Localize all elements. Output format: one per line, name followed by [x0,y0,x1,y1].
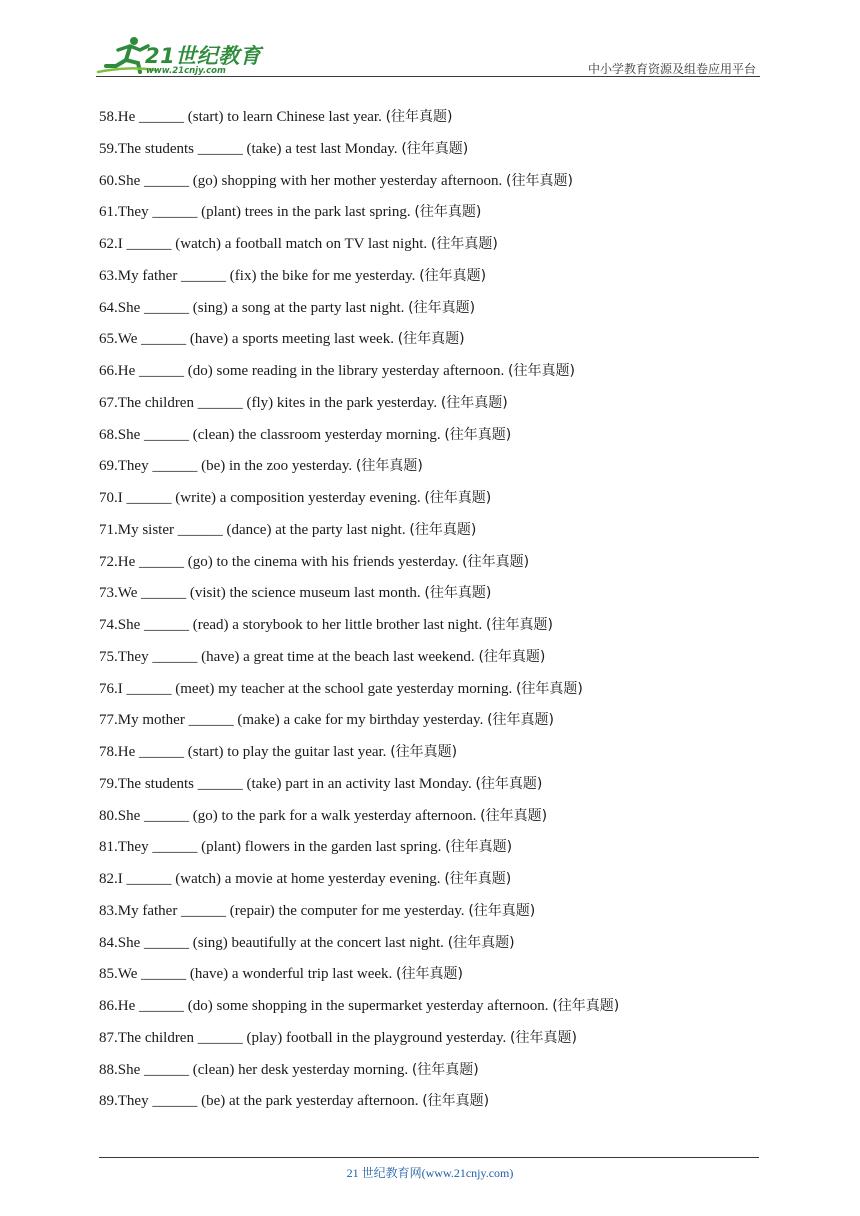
question-text: He ______ (start) to learn Chinese last year. [117,109,386,125]
question-source-tag: (往年真题) [478,648,546,665]
question-number: 68. [99,426,118,443]
question-item [99,1086,779,1118]
question-item [99,515,779,547]
question-item [99,832,779,864]
question-number: 69. [99,458,118,475]
question-number: 76. [99,680,118,697]
question-item [99,388,779,420]
question-text: She ______ (clean) her desk yesterday morning. [117,1061,412,1078]
question-number: 66. [99,363,118,379]
question-source-tag: (往年真题) [508,363,575,379]
question-number: 75. [99,648,118,665]
question-source-tag: (往年真题) [462,553,530,570]
question-number: 59. [99,140,118,157]
question-source-tag: (往年真题) [468,902,536,919]
question-item [99,356,779,388]
question-item [99,197,779,229]
question-text: My sister ______ (dance) at the party last night. [117,521,410,538]
question-item [99,1055,779,1087]
question-text: My father ______ (fix) the bike for me yesterday. [117,267,420,284]
question-number: 63. [99,267,118,284]
question-source-tag: (往年真题) [419,267,487,284]
question-text: They ______ (plant) flowers in the garden last spring. [117,839,446,856]
page-header [0,0,860,80]
question-item [99,705,779,737]
question-source-tag: (往年真题) [408,299,476,316]
question-source-tag: (往年真题) [486,617,553,633]
question-source-tag: (往年真题) [440,394,508,411]
question-source-tag: (往年真题) [385,109,453,125]
question-text: He ______ (start) to play the guitar last year. [117,744,391,760]
footer-text: 21 世纪教育网(www.21cnjy.com) [346,1166,514,1180]
question-text: I ______ (watch) a football match on TV last night. [117,236,431,252]
question-number: 60. [99,172,118,189]
question-number: 78. [99,744,118,760]
question-item [99,642,779,674]
question-item [99,134,779,166]
question-item [99,1023,779,1055]
question-text: The children ______ (fly) kites in the park yesterday. [117,394,441,411]
question-item [99,674,779,706]
question-source-tag: (往年真题) [396,966,463,983]
question-source-tag: (往年真题) [444,426,512,443]
question-text: We ______ (have) a sports meeting last week. [117,331,398,348]
question-text: She ______ (sing) a song at the party last night. [117,299,409,316]
question-item [99,261,779,293]
question-number: 70. [99,490,118,506]
question-source-tag: (往年真题) [515,680,583,697]
question-text: They ______ (be) at the park yesterday afternoon. [117,1093,423,1110]
question-source-tag: (往年真题) [487,712,555,729]
question-text: We ______ (visit) the science museum last month. [117,585,425,602]
question-source-tag: (往年真题) [411,1061,479,1078]
question-text: We ______ (have) a wonderful trip last week. [117,966,397,983]
question-number: 58. [99,109,118,125]
question-text: She ______ (clean) the classroom yesterday morning. [117,426,445,443]
question-item [99,864,779,896]
question-text: The students ______ (take) a test last Monday. [117,140,402,157]
question-item [99,769,779,801]
question-text: She ______ (go) to the park for a walk yesterday afternoon. [117,807,481,824]
question-number: 85. [99,966,118,983]
question-number: 67. [99,394,118,411]
question-source-tag: (往年真题) [409,521,477,538]
question-text: The children ______ (play) football in the playground yesterday. [117,1029,510,1046]
question-item [99,166,779,198]
logo-text: 21世纪教育 [145,44,262,68]
question-number: 87. [99,1029,118,1046]
question-source-tag: (往年真题) [355,458,423,475]
question-source-tag: (往年真题) [444,871,512,887]
question-source-tag: (往年真题) [422,1093,490,1110]
question-text: They ______ (plant) trees in the park last spring. [117,204,415,221]
question-number: 82. [99,871,118,887]
question-item [99,293,779,325]
question-list [99,102,779,1118]
question-text: The students ______ (take) part in an activity last Monday. [117,775,476,792]
question-source-tag: (往年真题) [445,839,513,856]
question-text: She ______ (read) a storybook to her little brother last night. [117,617,487,633]
question-number: 84. [99,934,118,951]
question-text: They ______ (have) a great time at the beach last weekend. [117,648,479,665]
question-text: My mother ______ (make) a cake for my birthday yesterday. [117,712,488,729]
question-item [99,324,779,356]
question-text: He ______ (go) to the cinema with his friends yesterday. [117,553,463,570]
question-item [99,959,779,991]
question-item [99,229,779,261]
footer-divider [99,1157,759,1158]
question-source-tag: (往年真题) [390,744,458,760]
question-source-tag: (往年真题) [414,204,482,221]
question-number: 79. [99,775,118,792]
question-item [99,102,779,134]
question-text: He ______ (do) some reading in the library yesterday afternoon. [117,363,509,379]
question-number: 81. [99,839,118,856]
question-number: 62. [99,236,118,252]
question-item [99,928,779,960]
question-text: I ______ (write) a composition yesterday evening. [117,490,425,506]
question-source-tag: (往年真题) [447,934,515,951]
question-number: 71. [99,521,118,538]
question-text: I ______ (watch) a movie at home yesterday evening. [117,871,445,887]
question-item [99,420,779,452]
question-item [99,483,779,515]
question-source-tag: (往年真题) [475,775,543,792]
question-number: 88. [99,1061,118,1078]
logo-url: www.21cnjy.com [146,66,226,76]
header-tagline: 中小学教育资源及组卷应用平台 [587,62,756,76]
question-item [99,991,779,1023]
question-text: My father ______ (repair) the computer for me yesterday. [117,902,469,919]
question-number: 89. [99,1093,118,1110]
question-number: 83. [99,902,118,919]
question-source-tag: (往年真题) [480,807,548,824]
question-number: 86. [99,998,118,1014]
question-source-tag: (往年真题) [397,331,465,348]
question-source-tag: (往年真题) [552,998,620,1014]
question-item [99,896,779,928]
question-source-tag: (往年真题) [510,1029,577,1046]
question-item [99,451,779,483]
question-item [99,610,779,642]
question-source-tag: (往年真题) [424,585,492,602]
question-number: 65. [99,331,118,348]
question-item [99,547,779,579]
question-number: 72. [99,553,118,570]
question-source-tag: (往年真题) [424,490,492,506]
question-text: She ______ (sing) beautifully at the concert last night. [117,934,448,951]
question-text: They ______ (be) in the zoo yesterday. [117,458,356,475]
question-item [99,801,779,833]
question-text: He ______ (do) some shopping in the supermarket yesterday afternoon. [117,998,553,1014]
question-item [99,737,779,769]
question-number: 77. [99,712,118,729]
question-text: I ______ (meet) my teacher at the school gate yesterday morning. [117,680,516,697]
question-item [99,578,779,610]
question-number: 61. [99,204,118,221]
header-divider [96,76,760,77]
question-number: 80. [99,807,118,824]
question-text: She ______ (go) shopping with her mother yesterday afternoon. [117,172,506,189]
question-source-tag: (往年真题) [401,140,469,157]
question-number: 73. [99,585,118,602]
question-number: 64. [99,299,118,316]
question-source-tag: (往年真题) [506,172,573,189]
question-number: 74. [99,617,118,633]
question-source-tag: (往年真题) [430,236,498,252]
